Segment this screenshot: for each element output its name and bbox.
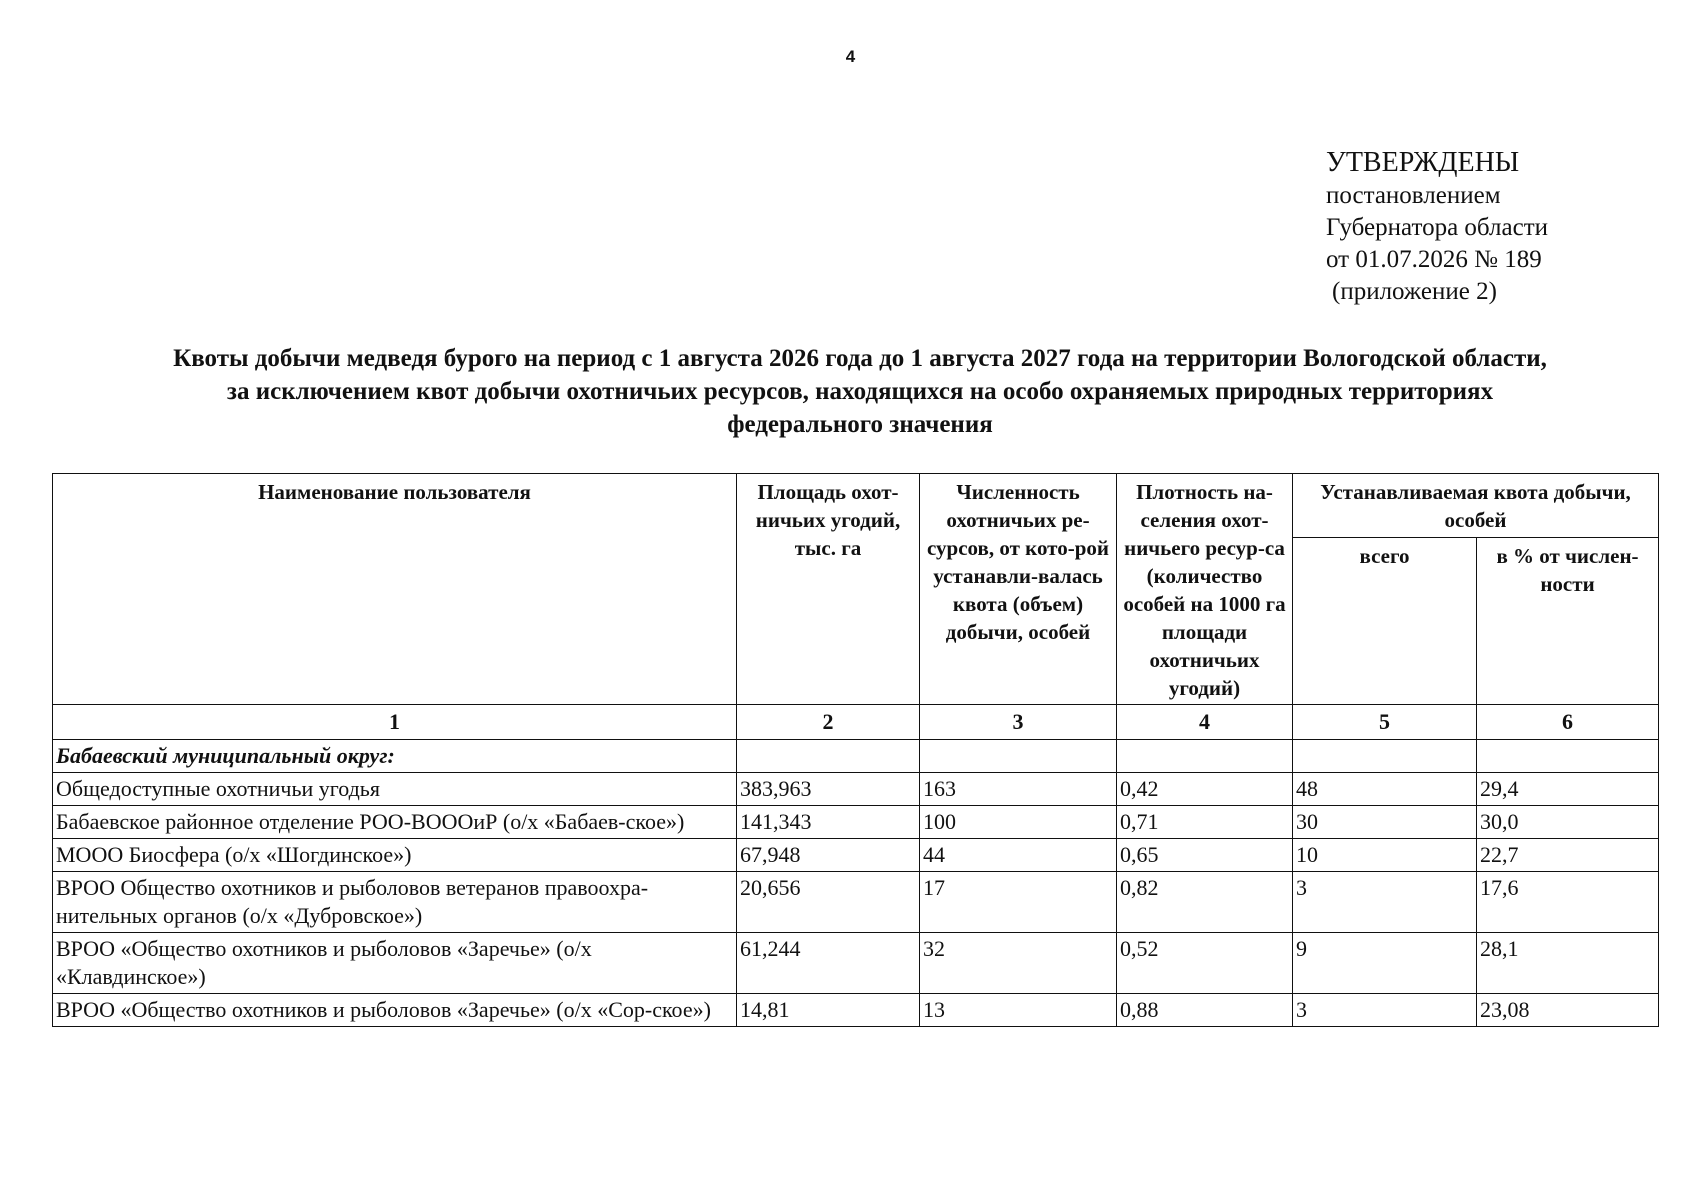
header-population: Численность охотничьих ре-сурсов, от кото-рой устанавли-валась квота (объем) добычи, особей [920, 474, 1117, 705]
population-cell: 163 [920, 773, 1117, 806]
approval-appendix: (приложение 2) [1332, 278, 1497, 305]
density-cell: 0,71 [1117, 806, 1293, 839]
header-density: Плотность на-селения охот-ничьего ресур-са (количество особей на 1000 га площади охотничьих угодий) [1117, 474, 1293, 705]
column-number: 4 [1117, 705, 1293, 740]
density-cell: 0,65 [1117, 839, 1293, 872]
population-cell: 17 [920, 872, 1117, 933]
quota-cell: 3 [1293, 994, 1477, 1027]
column-number: 5 [1293, 705, 1477, 740]
population-cell: 44 [920, 839, 1117, 872]
area-cell: 383,963 [737, 773, 920, 806]
population-cell: 100 [920, 806, 1117, 839]
approval-line: Губернатора области [1326, 214, 1548, 241]
header-area: Площадь охот-ничьих угодий, тыс. га [737, 474, 920, 705]
header-quota-group: Устанавливаемая квота добычи, особей [1293, 474, 1659, 538]
percent-cell: 23,08 [1477, 994, 1659, 1027]
area-cell: 61,244 [737, 933, 920, 994]
area-cell: 141,343 [737, 806, 920, 839]
approval-date-line: от 01.07.2026 № 189 [1326, 246, 1542, 273]
user-name-cell: Общедоступные охотничьи угодья [53, 773, 737, 806]
page-number: 4 [845, 47, 856, 66]
density-cell: 0,52 [1117, 933, 1293, 994]
approval-heading: УТВЕРЖДЕНЫ [1326, 147, 1520, 178]
percent-cell: 29,4 [1477, 773, 1659, 806]
group-row [53, 740, 1659, 773]
percent-cell: 28,1 [1477, 933, 1659, 994]
column-number: 3 [920, 705, 1117, 740]
title-line: федерального значения [727, 411, 993, 438]
approval-stamp [1326, 146, 1686, 308]
density-cell: 0,88 [1117, 994, 1293, 1027]
user-name-cell: ВРОО Общество охотников и рыболовов ветеранов правоохра-нительных органов (о/х «Дубровское») [53, 872, 737, 933]
header-quota-percent: в % от числен-ности [1477, 537, 1659, 704]
population-cell: 13 [920, 994, 1117, 1027]
percent-cell: 22,7 [1477, 839, 1659, 872]
user-name-cell: ВРОО «Общество охотников и рыболовов «Заречье» (о/х «Клавдинское») [53, 933, 737, 994]
density-cell: 0,42 [1117, 773, 1293, 806]
quota-table [52, 473, 1659, 1027]
quota-cell: 3 [1293, 872, 1477, 933]
table-row [53, 994, 1659, 1027]
quota-cell: 48 [1293, 773, 1477, 806]
title-line: за исключением квот добычи охотничьих ресурсов, находящихся на особо охраняемых природных территориях [226, 378, 1494, 405]
user-name-cell: МООО Биосфера (о/х «Шогдинское») [53, 839, 737, 872]
quota-cell: 30 [1293, 806, 1477, 839]
quota-cell: 9 [1293, 933, 1477, 994]
approval-line: постановлением [1326, 182, 1501, 209]
area-cell: 67,948 [737, 839, 920, 872]
table-row [53, 806, 1659, 839]
table-row [53, 773, 1659, 806]
percent-cell: 17,6 [1477, 872, 1659, 933]
header-quota-total: всего [1293, 537, 1477, 704]
header-user-name: Наименование пользователя [53, 474, 737, 705]
area-cell: 20,656 [737, 872, 920, 933]
area-cell: 14,81 [737, 994, 920, 1027]
user-name-cell: ВРОО «Общество охотников и рыболовов «Заречье» (о/х «Сор-ское») [53, 994, 737, 1027]
table-row [53, 839, 1659, 872]
column-number: 1 [53, 705, 737, 740]
column-number: 6 [1477, 705, 1659, 740]
density-cell: 0,82 [1117, 872, 1293, 933]
population-cell: 32 [920, 933, 1117, 994]
table-row [53, 872, 1659, 933]
document-title [40, 342, 1680, 441]
quota-cell: 10 [1293, 839, 1477, 872]
column-number: 2 [737, 705, 920, 740]
title-line: Квоты добычи медведя бурого на период с 1 августа 2026 года до 1 августа 2027 года на территории Вологодской области, [173, 345, 1547, 372]
column-number-row [53, 705, 1659, 740]
user-name-cell: Бабаевское районное отделение РОО-ВОООиР (о/х «Бабаев-ское») [53, 806, 737, 839]
percent-cell: 30,0 [1477, 806, 1659, 839]
table-row [53, 933, 1659, 994]
group-label: Бабаевский муниципальный округ: [53, 740, 737, 773]
